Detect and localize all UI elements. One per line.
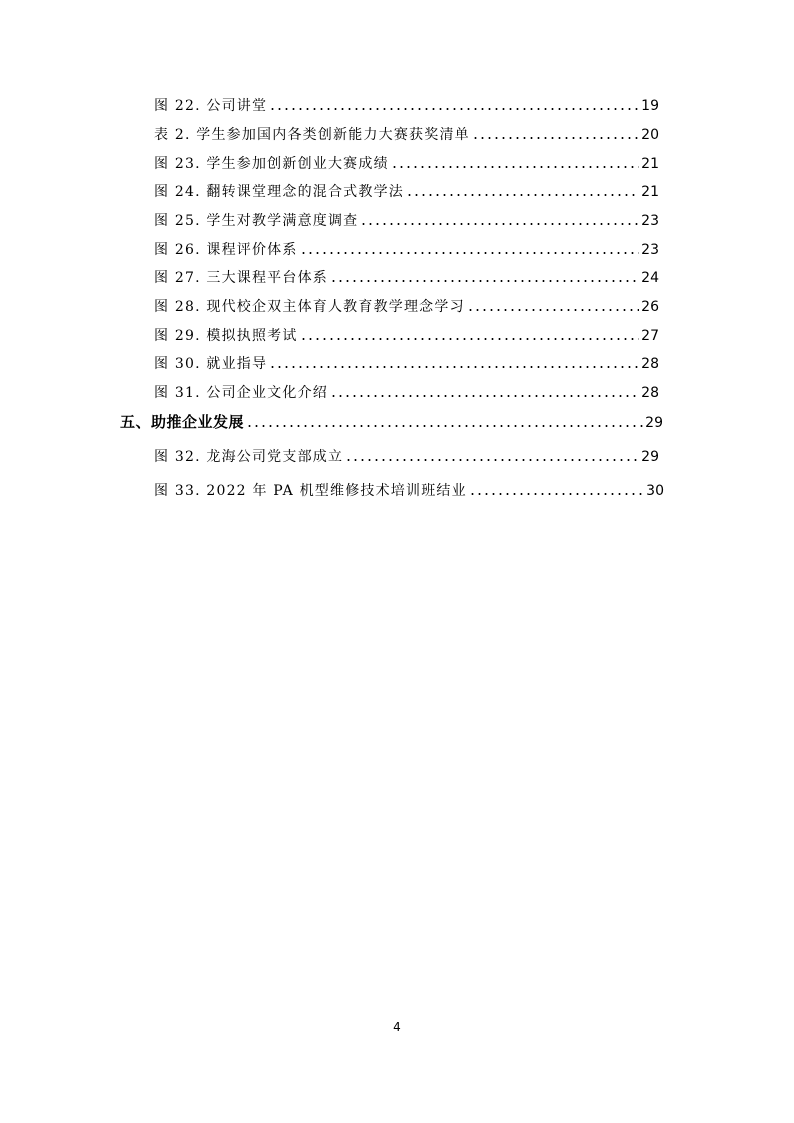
toc-entry[interactable]	[154, 155, 659, 173]
page-number: 4	[393, 1020, 401, 1034]
toc-entry-page: 23	[641, 213, 659, 229]
toc-entry-label: 图 29. 模拟执照考试	[154, 328, 298, 344]
toc-entry[interactable]	[154, 269, 659, 287]
toc-entry[interactable]	[154, 183, 659, 201]
toc-entry-label: 图 31. 公司企业文化介绍	[154, 385, 328, 401]
toc-entry-label: 图 24. 翻转课堂理念的混合式教学法	[154, 184, 404, 200]
toc-entry[interactable]	[154, 327, 659, 345]
toc-entry-page: 21	[641, 156, 659, 172]
toc-entry-page: 19	[641, 98, 659, 114]
toc-entry-page: 28	[641, 385, 659, 401]
toc-entry-page: 29	[645, 415, 663, 431]
toc-entry-label: 图 32. 龙海公司党支部成立	[154, 449, 344, 465]
toc-entry-page: 24	[641, 270, 659, 286]
toc-section-entry[interactable]	[120, 413, 663, 432]
toc-entry-label: 图 22. 公司讲堂	[154, 98, 268, 114]
toc-entry-label: 图 25. 学生对教学满意度调查	[154, 213, 359, 229]
toc-entry[interactable]	[154, 448, 659, 466]
dot-leader	[472, 136, 639, 140]
toc-entry-page: 29	[641, 449, 659, 465]
toc-entry[interactable]	[154, 482, 664, 500]
dot-leader	[330, 394, 639, 398]
dot-leader	[467, 308, 639, 312]
toc-entry-label: 图 30. 就业指导	[154, 356, 268, 372]
toc-entry-page: 21	[641, 184, 659, 200]
toc-entry-label: 表 2. 学生参加国内各类创新能力大赛获奖清单	[154, 127, 470, 143]
toc-section-label: 五、助推企业发展	[120, 413, 245, 431]
dot-leader	[360, 222, 639, 226]
toc-entry[interactable]	[154, 355, 659, 373]
dot-leader	[269, 107, 639, 111]
toc-entry-page: 26	[641, 299, 659, 315]
dot-leader	[469, 492, 644, 496]
toc-entry-page: 20	[641, 127, 659, 143]
toc-entry[interactable]	[154, 241, 659, 259]
dot-leader	[269, 365, 639, 369]
dot-leader	[300, 251, 640, 255]
toc-entry[interactable]	[154, 126, 659, 144]
toc-entry[interactable]	[154, 384, 659, 402]
toc-entry-label: 图 26. 课程评价体系	[154, 242, 298, 258]
toc-entry[interactable]	[154, 212, 659, 230]
toc-entry-page: 30	[646, 483, 664, 499]
toc-entry-page: 23	[641, 242, 659, 258]
toc-entry-page: 27	[641, 328, 659, 344]
dot-leader	[345, 458, 639, 462]
dot-leader	[246, 424, 643, 428]
toc-entry-label: 图 28. 现代校企双主体育人教育教学理念学习	[154, 299, 465, 315]
toc-entry-label: 图 23. 学生参加创新创业大赛成绩	[154, 156, 389, 172]
dot-leader	[300, 337, 640, 341]
dot-leader	[406, 193, 639, 197]
toc-entry-page: 28	[641, 356, 659, 372]
dot-leader	[391, 165, 639, 169]
toc-entry-label: 图 33. 2022 年 PA 机型维修技术培训班结业	[154, 483, 467, 499]
dot-leader	[330, 279, 639, 283]
toc-entry-label: 图 27. 三大课程平台体系	[154, 270, 328, 286]
toc-entry[interactable]	[154, 97, 659, 115]
toc-entry[interactable]	[154, 298, 659, 316]
